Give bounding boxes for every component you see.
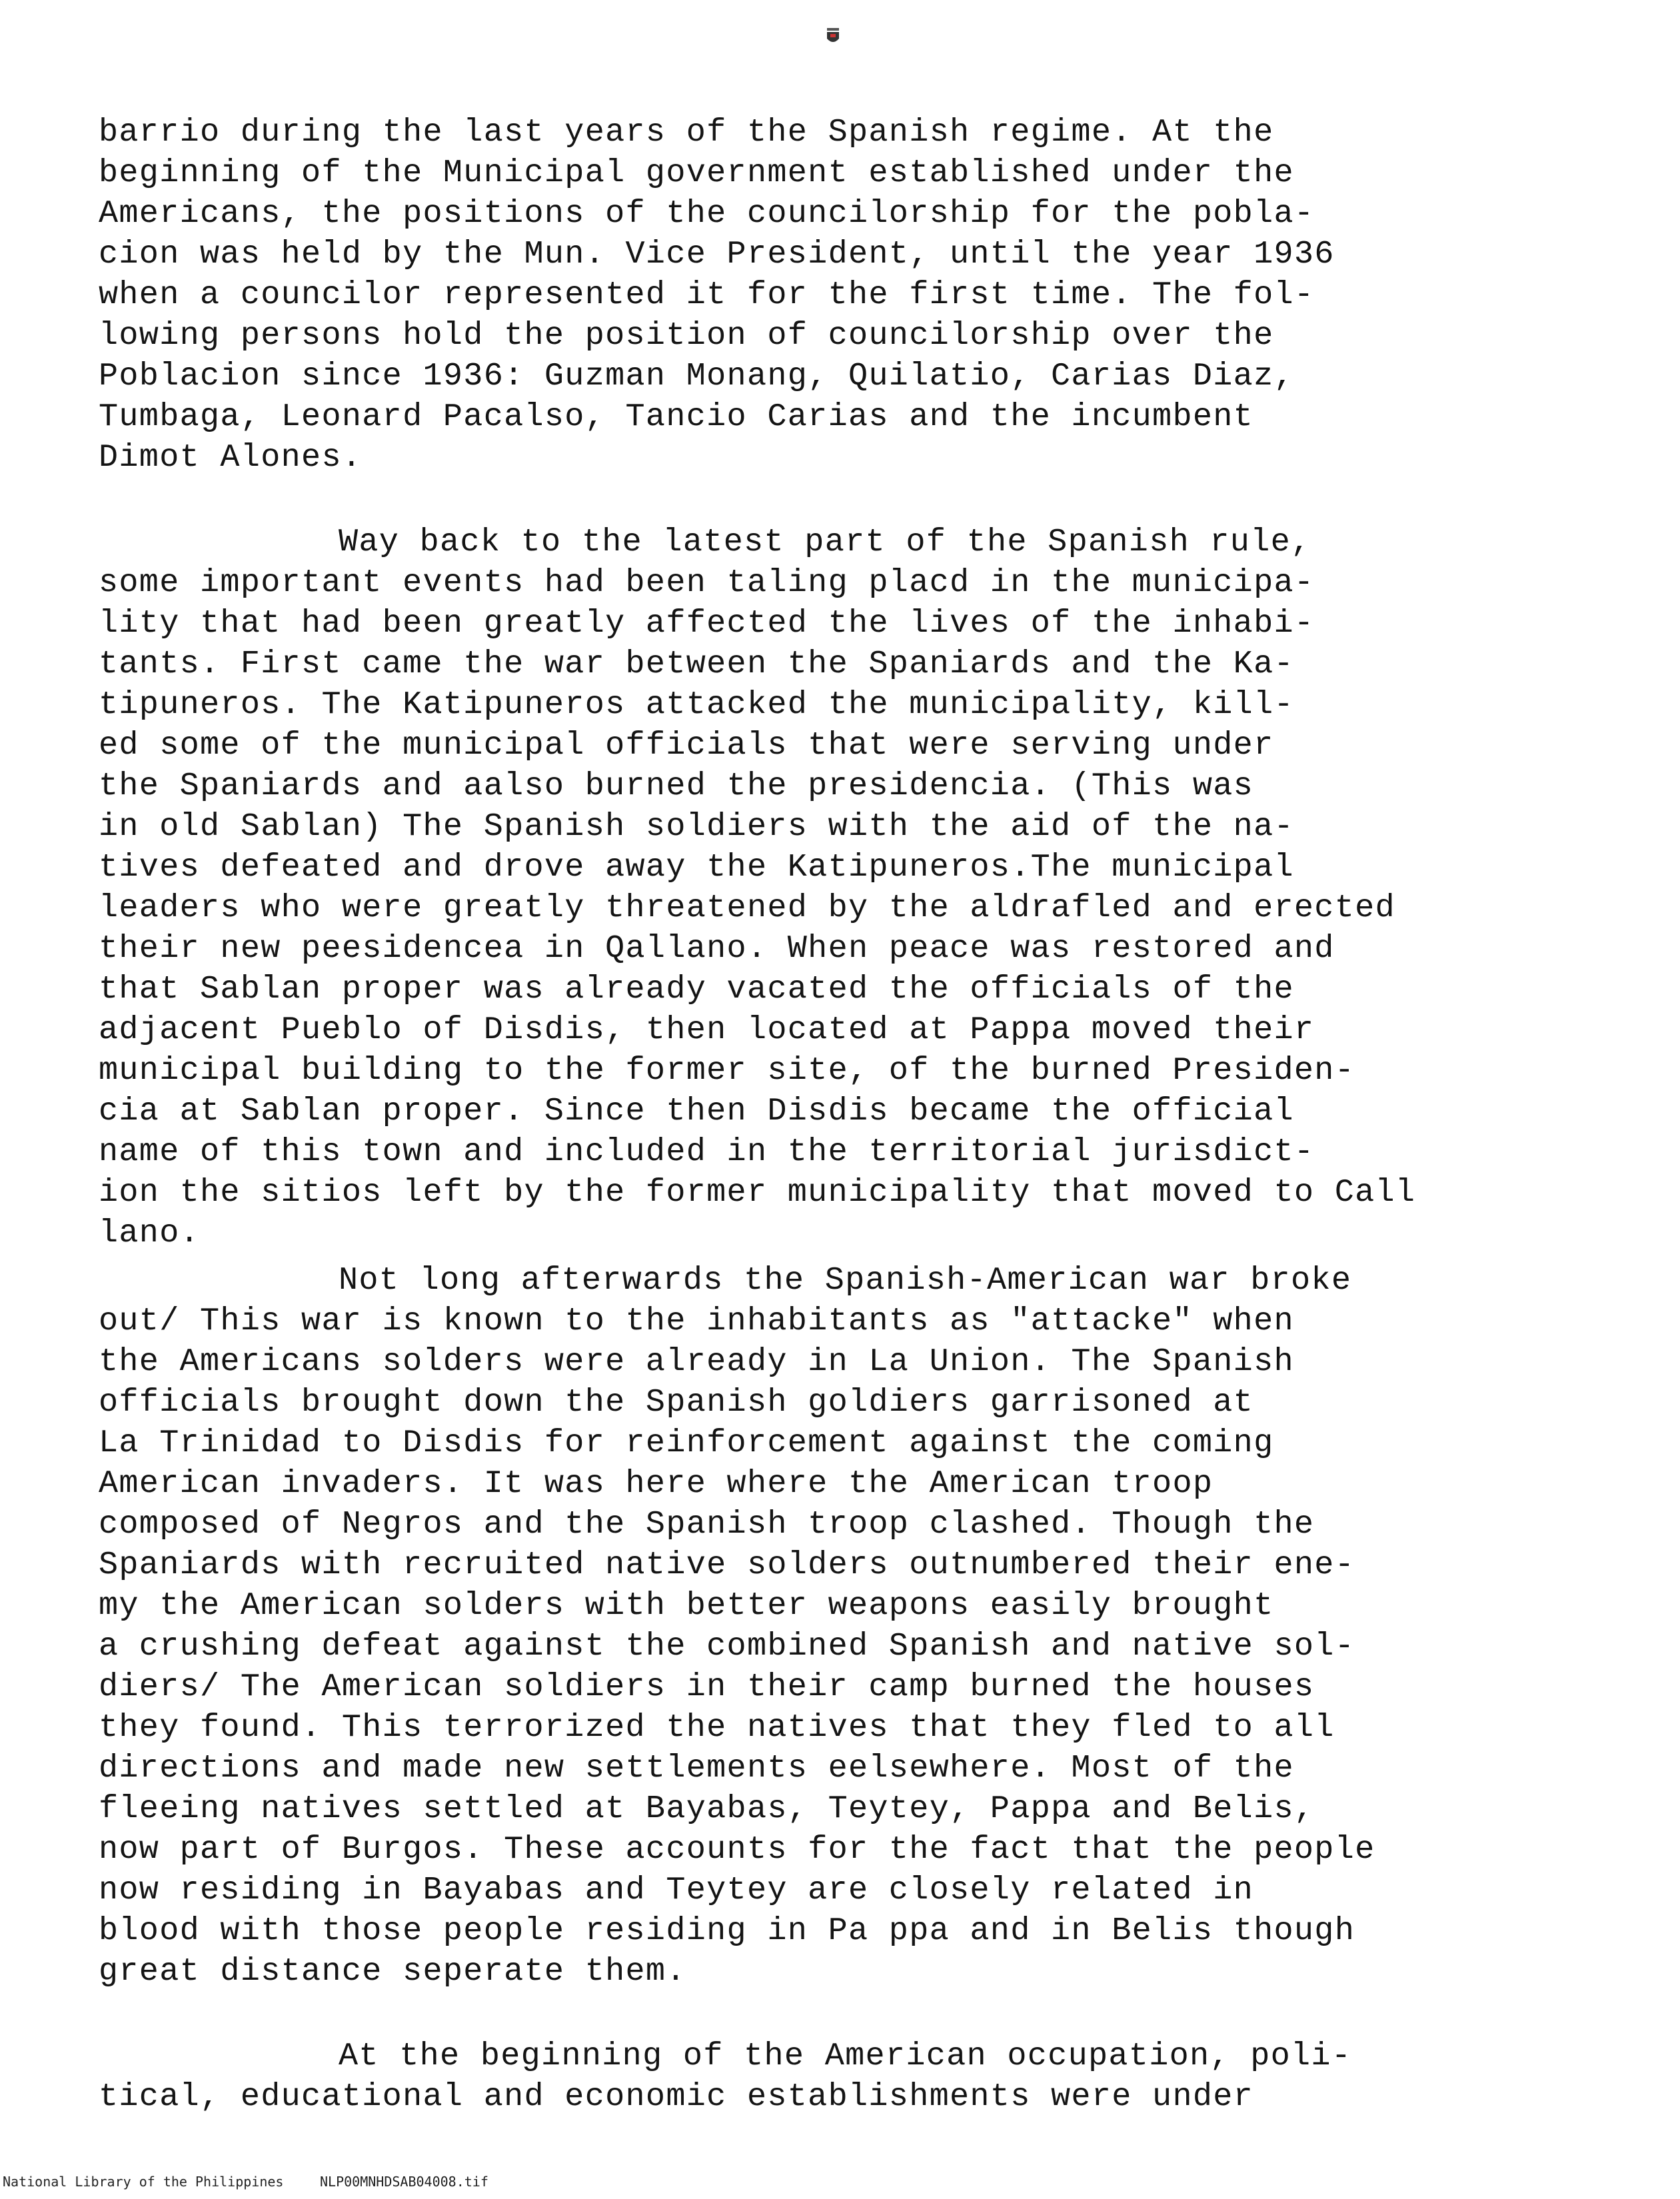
text-line: tipuneros. The Katipuneros attacked the municipality, kill- <box>99 686 1294 723</box>
text-line: lity that had been greatly affected the lives of the inhabi- <box>99 605 1315 642</box>
text-line: adjacent Pueblo of Disdis, then located at Pappa moved their <box>99 1012 1315 1048</box>
text-line: now residing in Bayabas and Teytey are closely related in <box>99 1872 1254 1908</box>
text-line: composed of Negros and the Spanish troop clashed. Though the <box>99 1506 1315 1543</box>
paragraph-2 <box>99 522 1645 1253</box>
text-line: La Trinidad to Disdis for reinforcement against the coming <box>99 1425 1274 1461</box>
text-line: Dimot Alones. <box>99 439 363 476</box>
paragraph-gap <box>99 1992 1645 2036</box>
library-name: National Library of the Philippines <box>3 2174 284 2190</box>
text-line: my the American solders with better weapons easily brought <box>99 1587 1274 1624</box>
text-line: Tumbaga, Leonard Pacalso, Tancio Carias and the incumbent <box>99 398 1254 435</box>
text-line: tives defeated and drove away the Katipuneros.The municipal <box>99 849 1294 886</box>
text-line: officials brought down the Spanish goldiers garrisoned at <box>99 1384 1254 1421</box>
text-line: their new peesidencea in Qallano. When peace was restored and <box>99 930 1335 967</box>
text-line: now part of Burgos. These accounts for the fact that the people <box>99 1831 1375 1868</box>
text-line: they found. This terrorized the natives that they fled to all <box>99 1709 1335 1746</box>
document-body <box>99 112 1645 2117</box>
text-line: Way back to the latest part of the Spanish rule, <box>339 524 1311 560</box>
text-line: in old Sablan) The Spanish soldiers with the aid of the na- <box>99 808 1294 845</box>
text-line: cion was held by the Mun. Vice President, until the year 1936 <box>99 236 1335 273</box>
text-line: lano. <box>99 1215 201 1251</box>
paragraph-4 <box>99 2036 1645 2117</box>
text-line: tical, educational and economic establishments were under <box>99 2078 1254 2115</box>
text-line: lowing persons hold the position of councilorship over the <box>99 317 1274 354</box>
text-line: ed some of the municipal officials that were serving under <box>99 727 1274 764</box>
text-line: cia at Sablan proper. Since then Disdis became the official <box>99 1093 1294 1129</box>
text-line: Poblacion since 1936: Guzman Monang, Quilatio, Carias Diaz, <box>99 358 1294 394</box>
file-name: NLP00MNHDSAB04008.tif <box>320 2174 488 2190</box>
text-line: Americans, the positions of the councilorship for the pobla- <box>99 195 1315 232</box>
text-line: great distance seperate them. <box>99 1953 686 1990</box>
paragraph-1 <box>99 112 1645 478</box>
paragraph-gap <box>99 478 1645 522</box>
scan-footer <box>0 2174 1680 2194</box>
paragraph-3 <box>99 1260 1645 1992</box>
text-line: fleeing natives settled at Bayabas, Teytey, Pappa and Belis, <box>99 1791 1315 1827</box>
text-line: leaders who were greatly threatened by the aldrafled and erected <box>99 890 1395 926</box>
paragraph-gap <box>99 1253 1645 1260</box>
text-line: ion the sitios left by the former municipality that moved to Call <box>99 1174 1416 1211</box>
text-line: some important events had been taling placd in the municipa- <box>99 564 1315 601</box>
text-line: Not long afterwards the Spanish-American war broke <box>339 1262 1352 1299</box>
text-line: out/ This war is known to the inhabitants as "attacke" when <box>99 1303 1294 1339</box>
text-line: tants. First came the war between the Spaniards and the Ka- <box>99 646 1294 682</box>
text-line: the Spaniards and aalso burned the presidencia. (This was <box>99 768 1254 804</box>
text-line: a crushing defeat against the combined Spanish and native sol- <box>99 1628 1355 1665</box>
text-line: blood with those people residing in Pa ppa and in Belis though <box>99 1912 1355 1949</box>
text-line: American invaders. It was here where the American troop <box>99 1465 1214 1502</box>
text-line: the Americans solders were already in La Union. The Spanish <box>99 1343 1294 1380</box>
text-line: barrio during the last years of the Spanish regime. At the <box>99 114 1274 151</box>
text-line: directions and made new settlements eelsewhere. Most of the <box>99 1750 1294 1787</box>
text-line: name of this town and included in the territorial jurisdict- <box>99 1133 1315 1170</box>
text-line: beginning of the Municipal government established under the <box>99 155 1294 191</box>
text-line: municipal building to the former site, of the burned Presiden- <box>99 1052 1355 1089</box>
library-stamp-icon <box>825 27 841 47</box>
text-line: when a councilor represented it for the first time. The fol- <box>99 277 1315 313</box>
text-line: At the beginning of the American occupation, poli- <box>339 2038 1352 2074</box>
text-line: that Sablan proper was already vacated the officials of the <box>99 971 1294 1008</box>
text-line: Spaniards with recruited native solders outnumbered their ene- <box>99 1547 1355 1583</box>
text-line: diers/ The American soldiers in their camp burned the houses <box>99 1669 1315 1705</box>
